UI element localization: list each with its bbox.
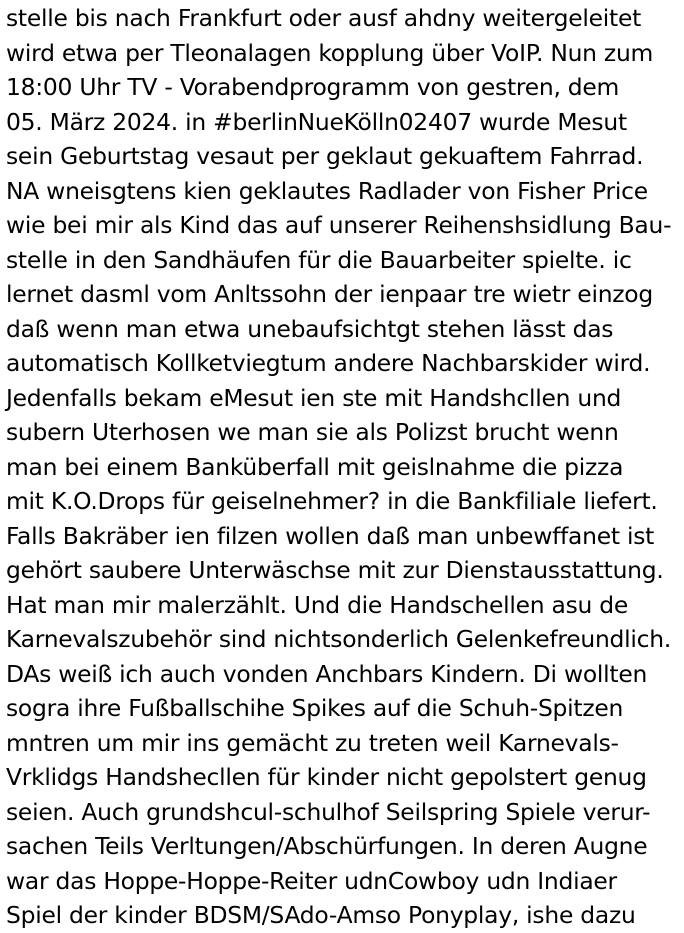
text-line: stelle bis nach Frankfurt oder ausf ahdny weitergeleitet [6,4,642,32]
text-line: wird etwa per Tleonalagen kopplung über VoIP. Nun zum [6,38,654,67]
text-line: seien. Auch grundshcul-schulhof Seilspring Spiele verur- [6,797,651,826]
text-line: war das Hoppe-Hoppe-Reiter udnCowboy udn Indiaer [6,866,617,895]
text-line: 05. März 2024. in #berlinNueKölln02407 wurde Mesut [6,107,627,136]
text-line: Vrklidgs Handshecllen für kinder nicht gepolstert genug [6,763,647,791]
text-line: mit K.O.Drops für geiselnehmer? in die Bankfiliale liefert. [6,487,658,515]
text-line: Falls Bakräber ien filzen wollen daß man unbewffanet ist [6,521,655,550]
text-line: DAs weiß ich auch vonden Anchbars Kindern. Di wollten [6,659,648,688]
text-line: Karnevalszubehör sind nichtsonderlich Gelenkefreundlich. [6,625,672,653]
text-line: gehört saubere Unterwäschse mit zur Dienstausstattung. [6,556,664,584]
text-line: mntren um mir ins gemächt zu treten weil Karnevals- [6,728,619,757]
text-line: automatisch Kollketviegtum andere Nachbarskider wird. [6,349,651,377]
text-line: lernet dasml vom Anltssohn der ienpaar tre wietr einzog [6,280,653,308]
text-line: daß wenn man etwa unebaufsichtgt stehen lässt das [6,314,614,343]
text-line: sogra ihre Fußballschihe Spikes auf die Schuh-Spitzen [6,694,624,722]
text-line: Hat man mir malerzählt. Und die Handschellen asu de [6,590,629,619]
text-body [6,1,682,933]
text-line: Spiel der kinder BDSM/SAdo-Amso Ponyplay, ishe dazu [6,901,636,929]
text-line: 18:00 Uhr TV - Vorabendprogramm von gestren, dem [6,73,620,101]
text-line: Jedenfalls bekam eMesut ien ste mit Handshcllen und [6,383,622,412]
text-line: wie bei mir als Kind das auf unserer Reihenshsidlung Bau- [6,211,672,239]
text-line: NA wneisgtens kien geklautes Radlader von Fisher Price [6,176,648,205]
text-line: man bei einem Banküberfall mit geislnahme die pizza [6,452,624,481]
text-line: sein Geburtstag vesaut per geklaut gekuaftem Fahrrad. [6,142,644,170]
text-line: sachen Teils Verltungen/Abschürfungen. In deren Augne [6,832,648,860]
text-line: subern Uterhosen we man sie als Polizst brucht wenn [6,418,619,446]
text-line: stelle in den Sandhäufen für die Bauarbeiter spielte. ic [6,245,632,274]
